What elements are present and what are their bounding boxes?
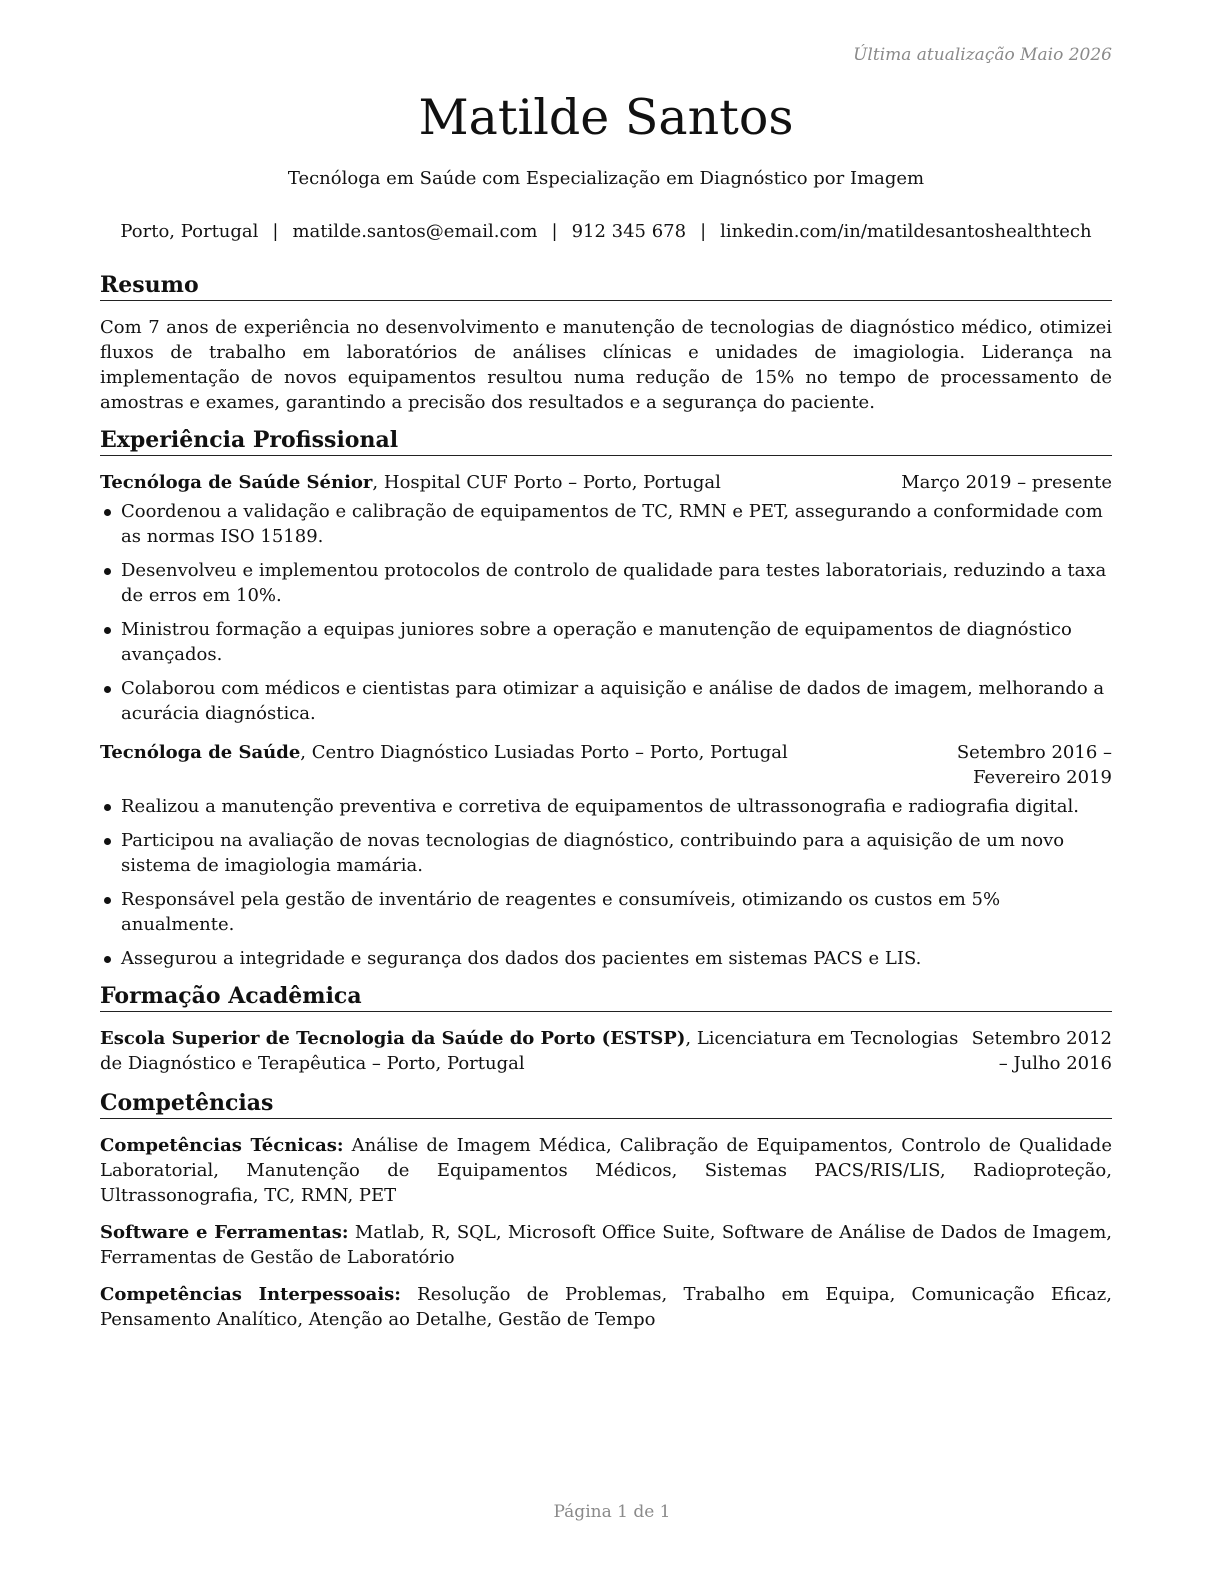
list-item: Coordenou a validação e calibração de equipamentos de TC, RMN e PET, assegurando a conformidade com as normas ISO 15189.	[100, 499, 1112, 549]
skill-group	[100, 1282, 1112, 1332]
contact-linkedin[interactable]: linkedin.com/in/matildesantoshealthtech	[720, 221, 1092, 242]
job-bullets	[100, 794, 1112, 971]
candidate-name: Matilde Santos	[418, 89, 794, 146]
skill-label: Competências Interpessoais:	[100, 1284, 401, 1305]
list-item: Colaborou com médicos e cientistas para otimizar a aquisição e análise de dados de imagem, melhorando a acurácia diagnóstica.	[100, 676, 1112, 726]
section-title-education: Formação Acadêmica	[100, 981, 1112, 1012]
list-item: Desenvolveu e implementou protocolos de controlo de qualidade para testes laboratoriais, reduzindo a taxa de erros em 10%.	[100, 558, 1112, 608]
summary-section	[100, 270, 1112, 415]
headline: Tecnóloga em Saúde com Especialização em Diagnóstico por Imagem	[287, 168, 925, 189]
section-title-skills: Competências	[100, 1088, 1112, 1119]
job-header	[100, 470, 1112, 495]
contact-separator: |	[700, 221, 707, 242]
job-role: Tecnóloga de Saúde Sénior	[100, 472, 373, 493]
education-school: Escola Superior de Tecnologia da Saúde do Porto (ESTSP)	[100, 1028, 686, 1049]
page-number: Página 1 de 1	[553, 1502, 671, 1522]
resume-content	[100, 270, 1112, 1342]
skill-label: Competências Técnicas:	[100, 1135, 344, 1156]
contact-phone: 912 345 678	[571, 221, 687, 242]
section-title-summary: Resumo	[100, 270, 1112, 301]
contact-line	[100, 219, 1112, 244]
job-header	[100, 740, 1112, 790]
contact-separator: |	[272, 221, 279, 242]
contact-location: Porto, Portugal	[120, 221, 259, 242]
skill-text: Resolução de Problemas, Trabalho em Equipa, Comunicação Eficaz, Pensamento Analítico, Atenção ao Detalhe, Gestão de Tempo	[100, 1284, 1112, 1330]
job-bullets	[100, 499, 1112, 726]
last-updated: Última atualização Maio 2026	[853, 45, 1112, 65]
skill-group	[100, 1220, 1112, 1270]
job-dates: Março 2019 – presente	[901, 472, 1112, 493]
job-role: Tecnóloga de Saúde	[100, 742, 301, 763]
list-item: Ministrou formação a equipas juniores sobre a operação e manutenção de equipamentos de diagnóstico avançados.	[100, 617, 1112, 667]
list-item: Assegurou a integridade e segurança dos dados dos pacientes em sistemas PACS e LIS.	[100, 946, 1112, 971]
job-org: , Hospital CUF Porto – Porto, Portugal	[372, 472, 721, 493]
list-item: Responsável pela gestão de inventário de reagentes e consumíveis, otimizando os custos em 5% anualmente.	[100, 887, 1112, 937]
list-item: Realizou a manutenção preventiva e corretiva de equipamentos de ultrassonografia e radiografia digital.	[100, 794, 1112, 819]
skill-group	[100, 1133, 1112, 1208]
education-dates: Setembro 2012 – Julho 2016	[971, 1028, 1112, 1074]
skill-text: Matlab, R, SQL, Microsoft Office Suite, Software de Análise de Dados de Imagem, Ferramentas de Gestão de Laboratório	[100, 1222, 1112, 1268]
summary-text: Com 7 anos de experiência no desenvolvimento e manutenção de tecnologias de diagnóstico médico, otimizei fluxos de trabalho em laboratórios de análises clínicas e unidades de imagiologia. Liderança na implementação de novos equipamentos resultou numa redução de 15% no tempo de processamento de amostras e exames, garantindo a precisão dos resultados e a segurança do paciente.	[100, 317, 1112, 413]
skill-text: Análise de Imagem Médica, Calibração de Equipamentos, Controlo de Qualidade Laboratorial, Manutenção de Equipamentos Médicos, Sistemas PACS/RIS/LIS, Radioproteção, Ultrassonografia, TC, RMN, PET	[100, 1135, 1112, 1206]
skill-label: Software e Ferramentas:	[100, 1222, 349, 1243]
education-entry	[100, 1026, 1112, 1076]
job-org: , Centro Diagnóstico Lusiadas Porto – Porto, Portugal	[300, 742, 788, 763]
contact-separator: |	[551, 221, 558, 242]
job-dates: Setembro 2016 – Fevereiro 2019	[956, 742, 1112, 788]
education-section	[100, 981, 1112, 1076]
list-item: Participou na avaliação de novas tecnologias de diagnóstico, contribuindo para a aquisição de um novo sistema de imagiologia mamária.	[100, 828, 1112, 878]
job-entry	[100, 740, 1112, 971]
section-title-experience: Experiência Profissional	[100, 425, 1112, 456]
contact-email[interactable]: matilde.santos@email.com	[292, 221, 538, 242]
experience-section	[100, 425, 1112, 971]
job-entry	[100, 470, 1112, 726]
skills-section	[100, 1088, 1112, 1332]
education-degree: , Licenciatura em Tecnologias de Diagnóstico e Terapêutica – Porto, Portugal	[100, 1028, 959, 1074]
